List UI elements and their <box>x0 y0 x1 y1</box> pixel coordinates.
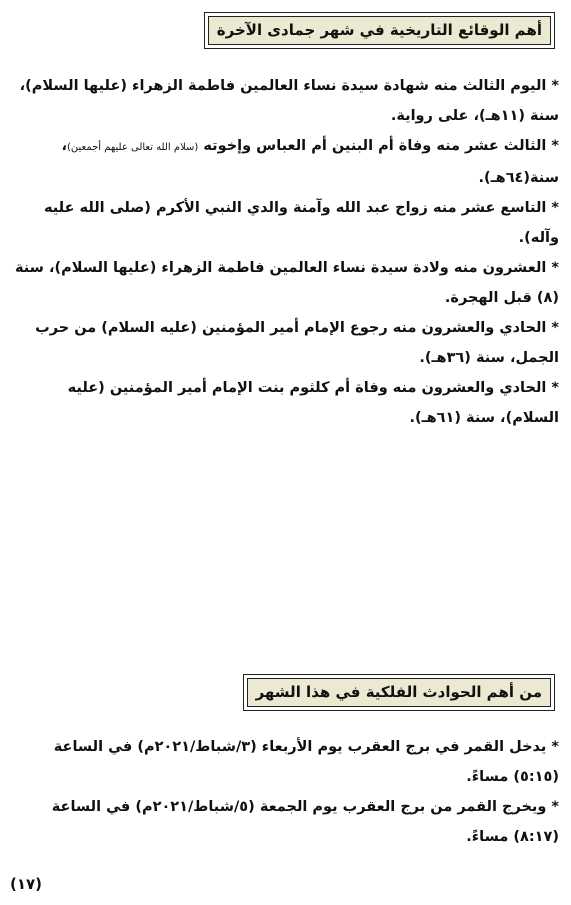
astronomy-list <box>10 732 559 852</box>
list-item: * العشرون منه ولادة سيدة نساء العالمين فاطمة الزهراء (عليها السلام)، سنة (٨) قبل الهجرة. <box>14 260 559 306</box>
list-item-tail: ، سنة(٦٤هـ). <box>61 138 559 186</box>
list-item-text: * الثالث عشر منه وفاة أم البنين أم العباس وإخوته <box>203 138 559 154</box>
list-item: * اليوم الثالث منه شهادة سيدة نساء العالمين فاطمة الزهراء (عليها السلام)، سنة (١١هـ)، على رواية. <box>19 78 559 124</box>
events-heading: أهم الوقائع التاريخية في شهر جمادى الآخرة <box>208 16 551 45</box>
astronomy-heading-box <box>243 674 555 711</box>
list-item: * الحادي والعشرون منه وفاة أم كلثوم بنت الإمام أمير المؤمنين (عليه السلام)، سنة (٦١هـ). <box>67 380 559 426</box>
blessing-text: (سلام الله تعالى عليهم أجمعين) <box>66 142 199 153</box>
astronomy-heading: من أهم الحوادث الفلكية في هذا الشهر <box>247 678 551 707</box>
list-item: * التاسع عشر منه زواج عبد الله وآمنة والدي النبي الأكرم (صلى الله عليه وآله). <box>43 200 559 246</box>
events-list <box>10 71 559 433</box>
page-number: (١٧) <box>10 875 43 893</box>
list-item: * الحادي والعشرون منه رجوع الإمام أمير المؤمنين (عليه السلام) من حرب الجمل، سنة (٣٦هـ). <box>35 320 559 366</box>
list-item <box>10 131 559 193</box>
events-heading-box <box>204 12 555 49</box>
list-item: * ويخرج القمر من برج العقرب يوم الجمعة (٥/شباط/٢٠٢١م) في الساعة (٨:١٧) مساءً. <box>51 799 559 845</box>
list-item: * يدخل القمر في برج العقرب يوم الأربعاء (٣/شباط/٢٠٢١م) في الساعة (٥:١٥) مساءً. <box>53 739 559 785</box>
